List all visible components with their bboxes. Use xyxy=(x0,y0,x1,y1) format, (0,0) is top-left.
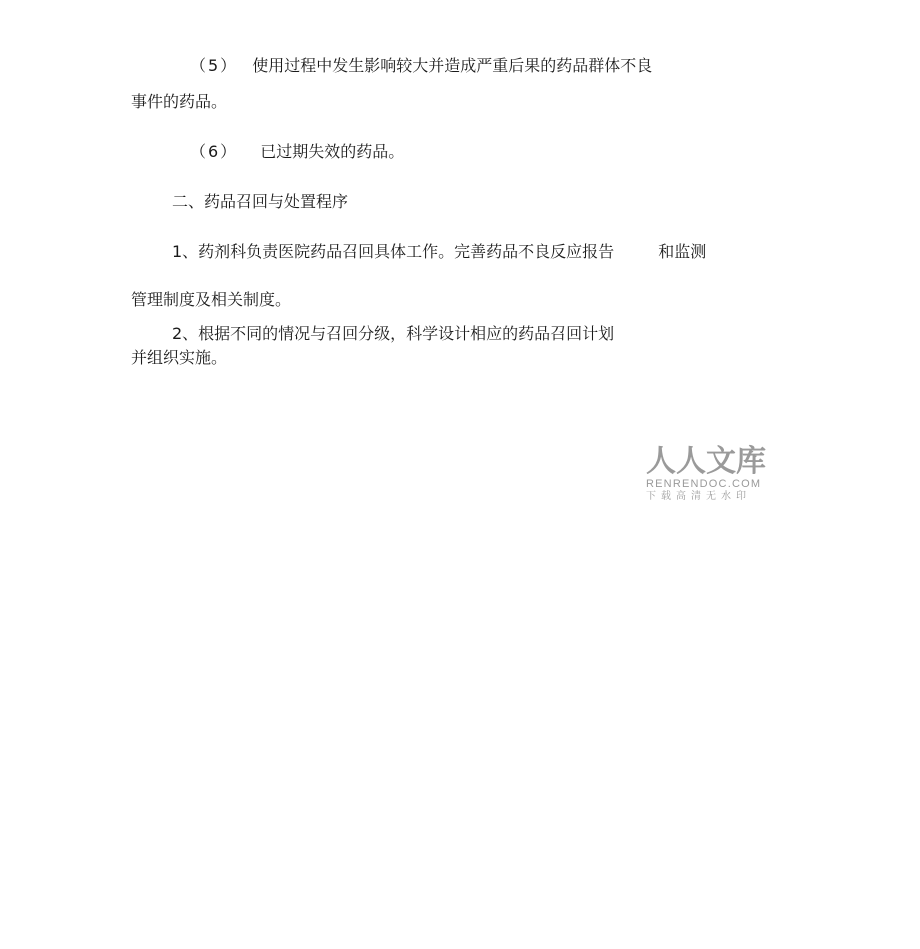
item5-text-line1: 使用过程中发生影响较大并造成严重后果的药品群体不良 xyxy=(252,56,653,75)
watermark-subtitle: 下载高清无水印 xyxy=(646,491,751,502)
watermark-title: 人人文库 xyxy=(646,444,766,479)
item5-line1 xyxy=(190,56,652,76)
item6-text: 已过期失效的药品。 xyxy=(260,142,405,161)
item5-line2: 事件的药品。 xyxy=(131,92,228,111)
point2-line2: 并组织实施。 xyxy=(131,348,228,367)
item5-number: （5） xyxy=(190,56,239,75)
item6-line xyxy=(190,142,404,162)
point1-line2: 管理制度及相关制度。 xyxy=(131,290,292,309)
point1-part-b: 和监测 xyxy=(658,242,707,261)
item6-number: （6） xyxy=(190,142,239,161)
watermark-url: RENRENDOC.COM xyxy=(646,478,762,490)
watermark-logo xyxy=(646,446,772,503)
point1-part-a: 1、药剂科负责医院药品召回具体工作。完善药品不良反应报告 xyxy=(172,242,615,261)
point1-line1 xyxy=(172,242,706,262)
point2-line1: 2、根据不同的情况与召回分级，科学设计相应的药品召回计划 xyxy=(172,324,615,343)
section2-heading: 二、药品召回与处置程序 xyxy=(172,192,349,211)
